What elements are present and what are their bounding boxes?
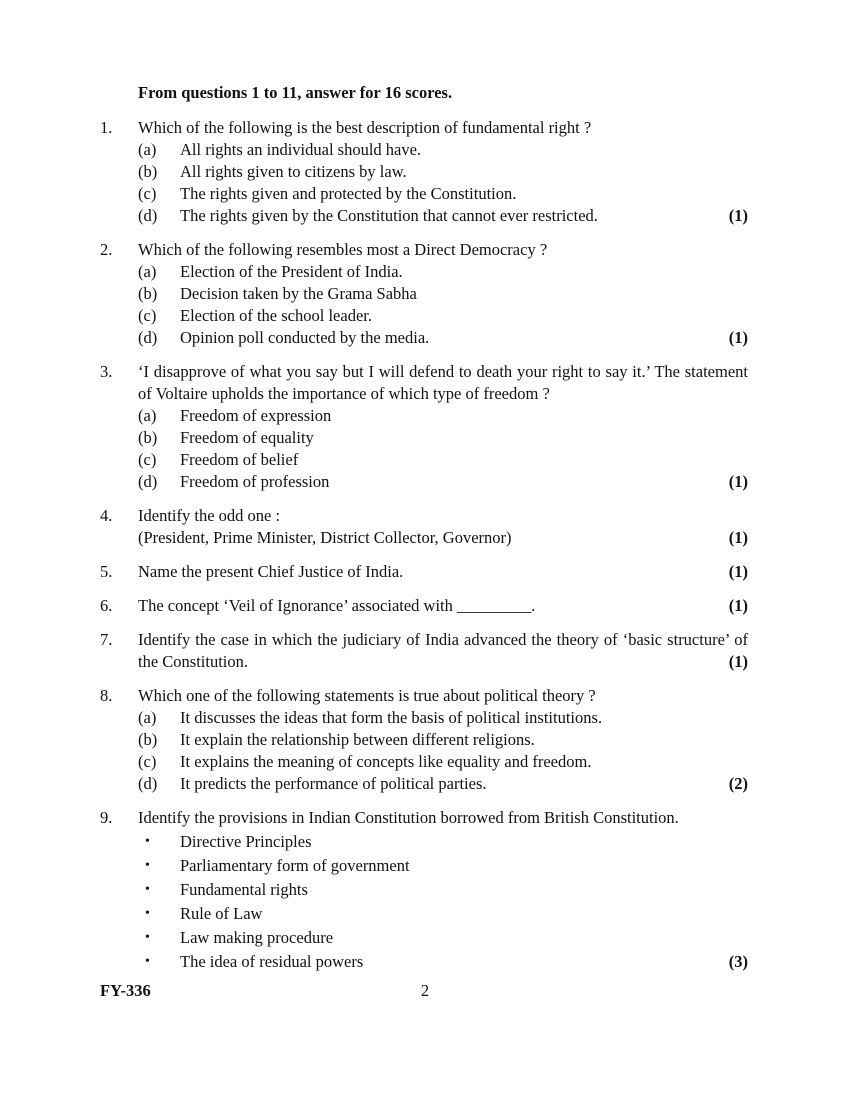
option-text: Parliamentary form of government (180, 856, 410, 875)
option-text: It predicts the performance of political parties. (180, 774, 487, 793)
option-text: Freedom of expression (180, 406, 332, 425)
question-text: Identify the odd one : (138, 506, 281, 525)
option-row (138, 305, 748, 327)
marks-label: (1) (728, 562, 748, 581)
option-label: (b) (138, 730, 158, 749)
question-number: 2. (100, 240, 113, 259)
question-number: 1. (100, 118, 113, 137)
option-label: (b) (138, 284, 158, 303)
option-label: (a) (138, 708, 157, 727)
option-text: The rights given by the Constitution that cannot ever restricted. (180, 206, 598, 225)
option-text: Fundamental rights (180, 880, 308, 899)
option-label: (b) (138, 162, 158, 181)
option-text: Freedom of equality (180, 428, 314, 447)
marks-label: (1) (728, 472, 748, 491)
bullet-row (138, 951, 748, 973)
question-body (138, 361, 748, 493)
question-number: 8. (100, 686, 113, 705)
option-text: Freedom of profession (180, 472, 330, 491)
option-label: (c) (138, 306, 157, 325)
question-text: Which one of the following statements is true about political theory ? (138, 686, 596, 705)
option-text: It discusses the ideas that form the basis of political institutions. (180, 708, 603, 727)
footer-paper-code: FY-336 (100, 981, 151, 1000)
option-row (138, 183, 748, 205)
footer-page-number: 2 (420, 981, 430, 1000)
option-text: Freedom of belief (180, 450, 299, 469)
question-text: Which of the following resembles most a Direct Democracy ? (138, 240, 548, 259)
question-text: Which of the following is the best description of fundamental right ? (138, 118, 592, 137)
option-row (138, 405, 748, 427)
question-item (100, 685, 748, 795)
option-label: (a) (138, 140, 157, 159)
question-body (138, 117, 748, 227)
page-content (100, 82, 748, 985)
question-body (138, 239, 748, 349)
question-number: 3. (100, 362, 113, 381)
question-item (100, 505, 748, 549)
section-instruction: From questions 1 to 11, answer for 16 scores. (138, 83, 453, 102)
option-label: (d) (138, 774, 158, 793)
option-row (138, 729, 748, 751)
option-text: Election of the school leader. (180, 306, 372, 325)
bullet-row (138, 927, 748, 949)
option-text: Law making procedure (180, 928, 334, 947)
question-item (100, 117, 748, 227)
question-text: (President, Prime Minister, District Collector, Governor) (138, 528, 512, 547)
question-text: The concept ‘Veil of Ignorance’ associated with _________. (138, 596, 536, 615)
option-text: It explains the meaning of concepts like equality and freedom. (180, 752, 592, 771)
option-label: (d) (138, 328, 158, 347)
bullet-icon: • (145, 906, 150, 921)
bullet-icon: • (145, 834, 150, 849)
option-row (138, 751, 748, 773)
option-row (138, 707, 748, 729)
question-item (100, 239, 748, 349)
question-item (100, 561, 748, 583)
option-text: All rights an individual should have. (180, 140, 422, 159)
marks-label: (1) (728, 206, 748, 225)
question-body (138, 807, 748, 973)
question-body (138, 561, 748, 583)
option-label: (a) (138, 262, 157, 281)
option-text: The idea of residual powers (180, 952, 364, 971)
question-number: 9. (100, 808, 113, 827)
option-text: The rights given and protected by the Constitution. (180, 184, 517, 203)
marks-label: (1) (728, 528, 748, 547)
question-text: Name the present Chief Justice of India. (138, 562, 404, 581)
marks-label: (1) (728, 596, 748, 615)
question-text: Identify the provisions in Indian Constitution borrowed from British Constitution. (138, 808, 679, 827)
question-text: Identify the case in which the judiciary of India advanced the theory of ‘basic structure’ of the Constitution. (138, 630, 748, 671)
question-text: ‘I disapprove of what you say but I will defend to death your right to say it.’ The statement of Voltaire upholds the importance of which type of freedom ? (138, 362, 748, 403)
question-body (138, 685, 748, 795)
bullet-icon: • (145, 954, 150, 969)
bullet-icon: • (145, 858, 150, 873)
bullet-icon: • (145, 930, 150, 945)
option-label: (d) (138, 472, 158, 491)
option-text: It explain the relationship between different religions. (180, 730, 535, 749)
question-item (100, 807, 748, 973)
option-text: Opinion poll conducted by the media. (180, 328, 430, 347)
option-text: Election of the President of India. (180, 262, 403, 281)
option-label: (c) (138, 184, 157, 203)
option-row (138, 427, 748, 449)
question-number: 6. (100, 596, 113, 615)
option-label: (b) (138, 428, 158, 447)
question-item (100, 361, 748, 493)
question-body (138, 505, 748, 549)
marks-label: (2) (728, 774, 748, 793)
option-row (138, 261, 748, 283)
option-row (138, 327, 748, 349)
bullet-row (138, 903, 748, 925)
option-row (138, 205, 748, 227)
option-row (138, 161, 748, 183)
bullet-icon: • (145, 882, 150, 897)
bullet-row (138, 855, 748, 877)
option-label: (c) (138, 450, 157, 469)
option-row (138, 139, 748, 161)
option-text: Rule of Law (180, 904, 263, 923)
question-item (100, 629, 748, 673)
marks-label: (3) (728, 952, 748, 971)
question-number: 5. (100, 562, 113, 581)
option-text: All rights given to citizens by law. (180, 162, 407, 181)
option-row (138, 773, 748, 795)
question-number: 4. (100, 506, 113, 525)
questions-list (100, 117, 748, 973)
question-body (138, 595, 748, 617)
option-row (138, 449, 748, 471)
question-item (100, 595, 748, 617)
bullet-row (138, 831, 748, 853)
bullet-row (138, 879, 748, 901)
question-number: 7. (100, 630, 113, 649)
question-body (138, 629, 748, 673)
marks-label: (1) (728, 652, 748, 671)
option-row (138, 471, 748, 493)
option-label: (a) (138, 406, 157, 425)
marks-label: (1) (728, 328, 748, 347)
option-label: (c) (138, 752, 157, 771)
option-text: Decision taken by the Grama Sabha (180, 284, 417, 303)
option-text: Directive Principles (180, 832, 312, 851)
option-label: (d) (138, 206, 158, 225)
option-row (138, 283, 748, 305)
